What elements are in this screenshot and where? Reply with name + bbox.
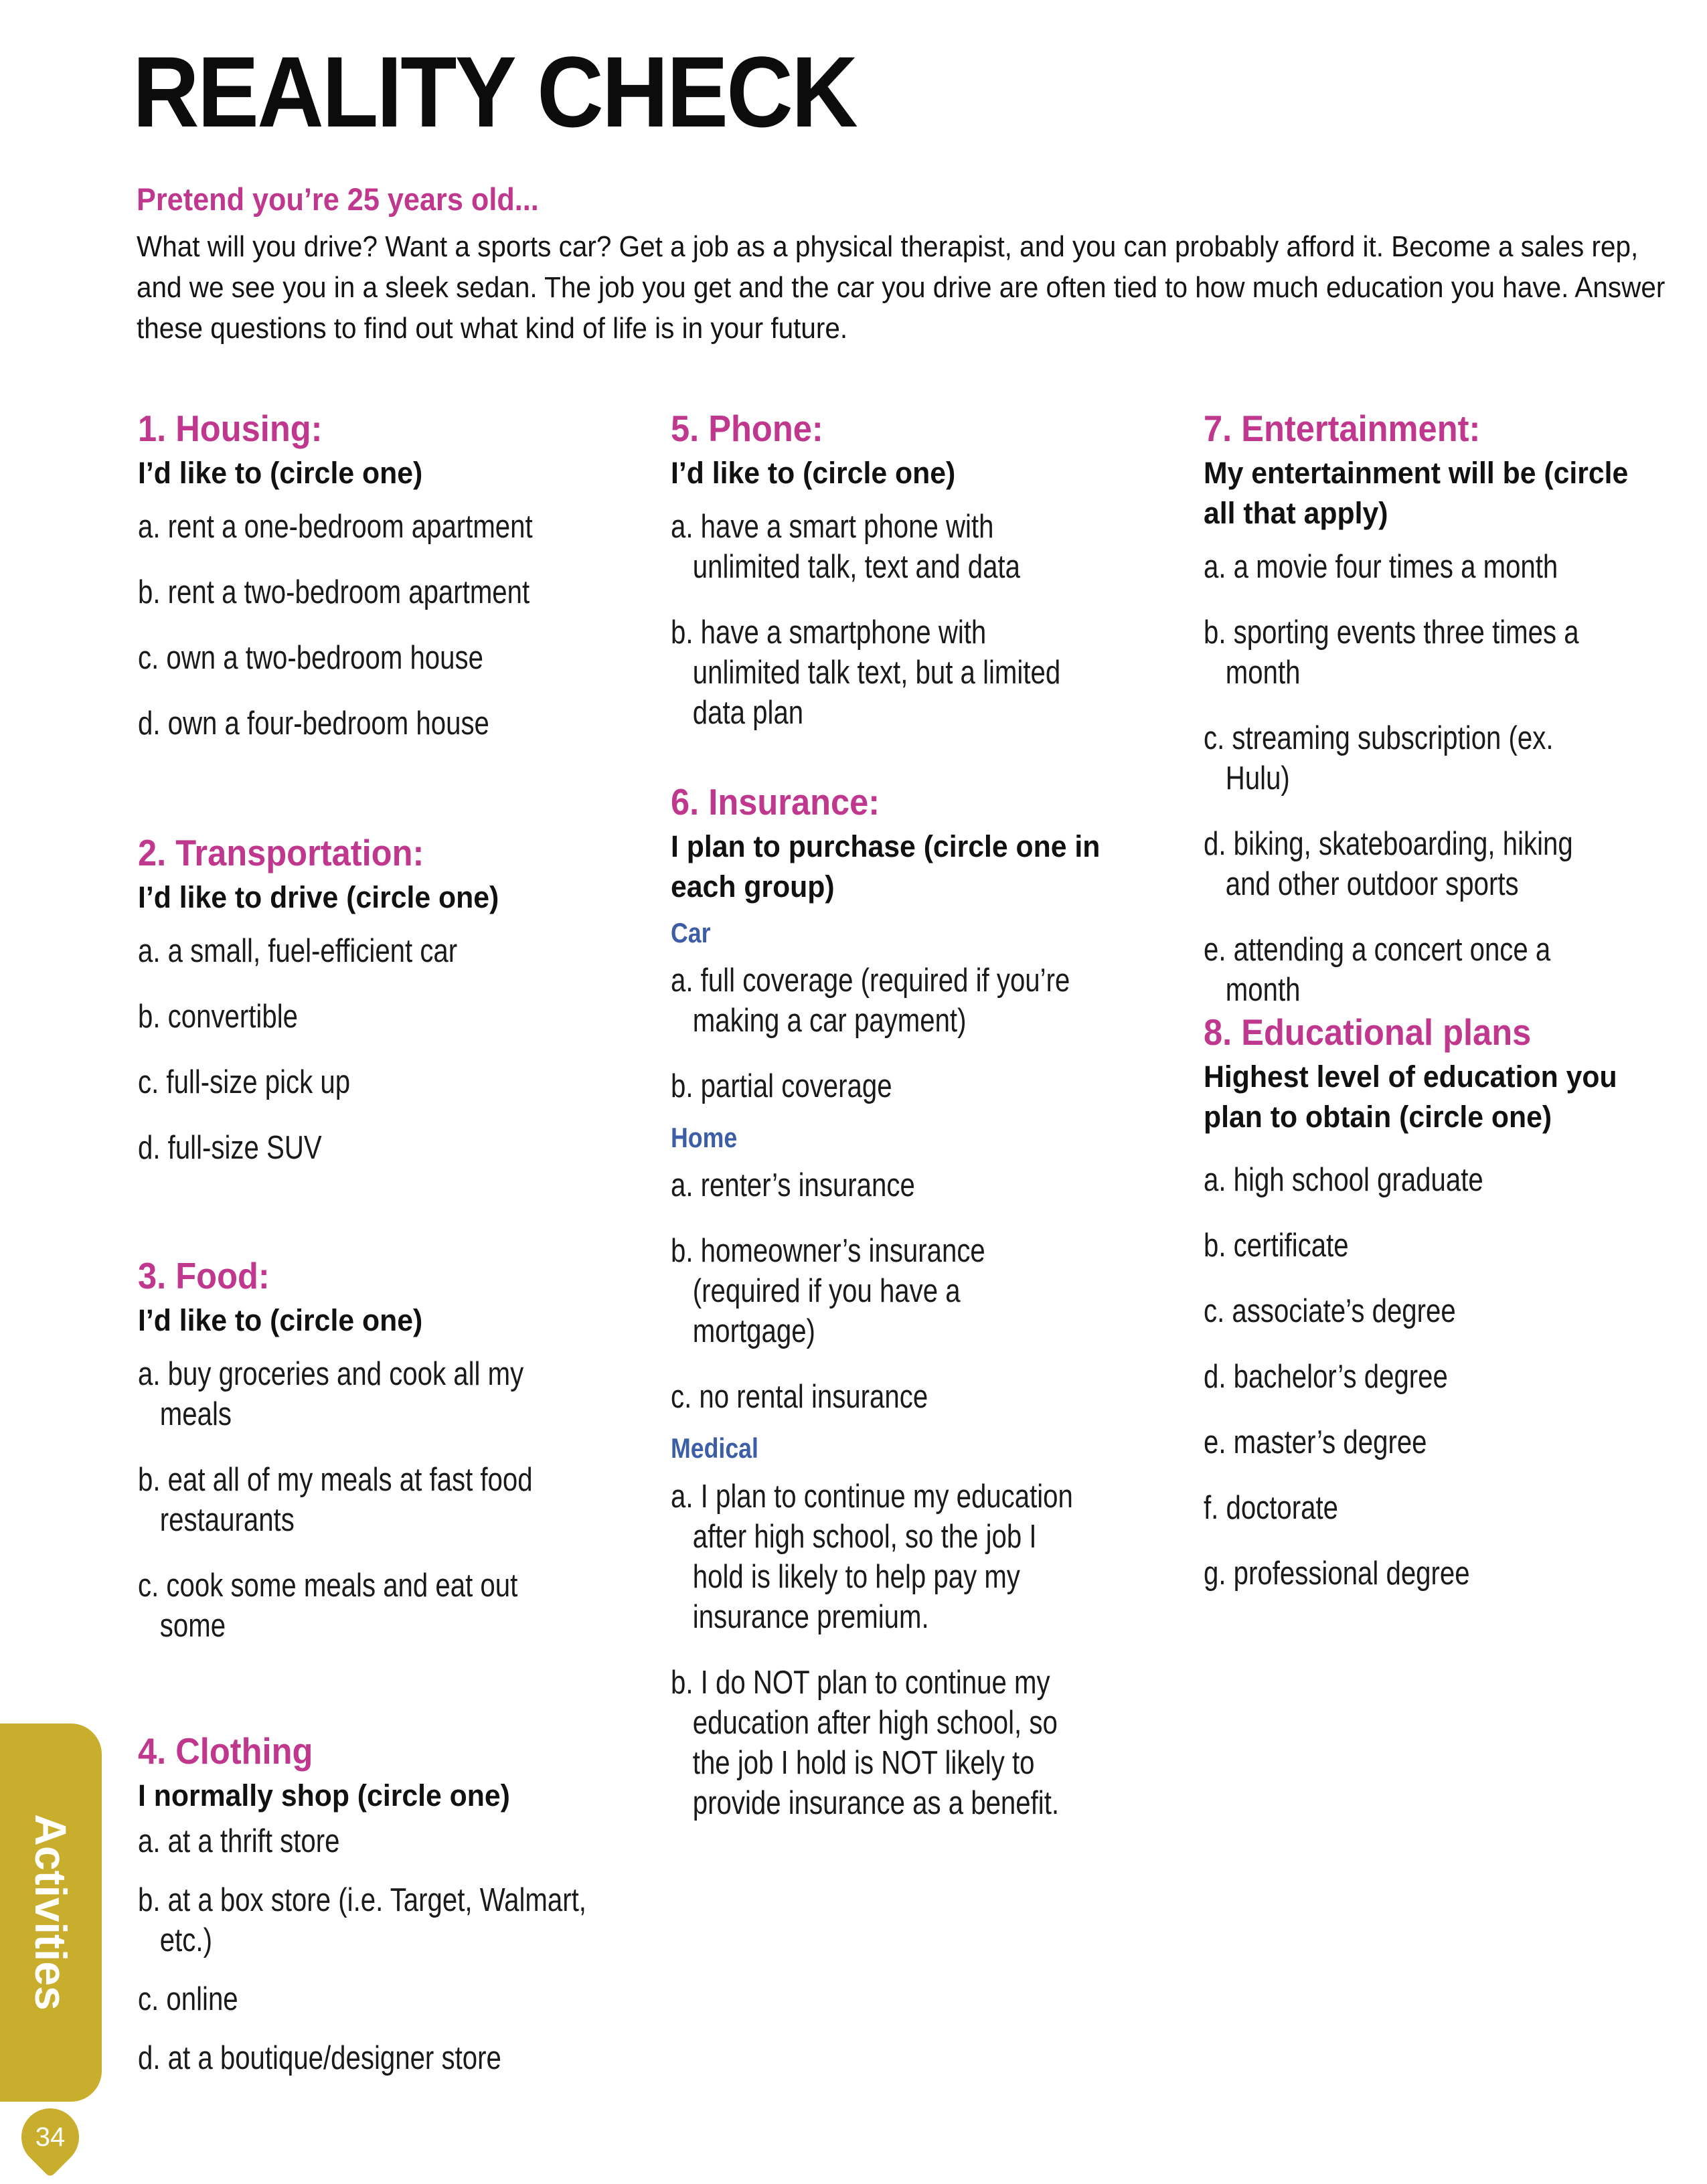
option-item[interactable]: d. full-size SUV — [138, 1129, 322, 1166]
insurance-group-label-car: Car — [671, 916, 711, 948]
section-housing — [138, 408, 653, 769]
option-item[interactable]: a. renter’s insurance — [671, 1167, 915, 1204]
page-title: REALITY CHECK — [133, 35, 856, 148]
option-item[interactable]: e. attending a concert once a month — [1204, 931, 1551, 1008]
section-prompt: I’d like to drive (circle one) — [138, 879, 499, 914]
option-item[interactable]: b. I do NOT plan to continue my education after high school, so the job I hold is NOT likely to provide insurance as a benefit. — [671, 1664, 1060, 1821]
section-prompt: I normally shop (circle one) — [138, 1778, 510, 1813]
option-item[interactable]: b. certificate — [1204, 1227, 1349, 1264]
option-item[interactable]: g. professional degree — [1204, 1555, 1470, 1592]
option-item[interactable]: c. own a two-bedroom house — [138, 639, 483, 676]
section-education — [1204, 1012, 1665, 1619]
option-list — [1204, 1160, 1665, 1594]
section-phone — [671, 408, 1180, 758]
section-prompt: Highest level of education you plan to obtain (circle one) — [1204, 1059, 1617, 1134]
option-item[interactable]: d. at a boutique/designer store — [138, 2039, 501, 2076]
page-number: 34 — [35, 2122, 66, 2152]
section-entertainment — [1204, 408, 1665, 1035]
section-clothing — [138, 1731, 714, 2104]
section-prompt: I’d like to (circle one) — [138, 455, 423, 490]
section-heading: 7. Entertainment: — [1204, 408, 1481, 449]
insurance-group-label-medical: Medical — [671, 1432, 758, 1464]
option-item[interactable]: b. homeowner’s insurance (required if you have a mortgage) — [671, 1233, 985, 1350]
option-item[interactable]: b. eat all of my meals at fast food restaurants — [138, 1461, 533, 1538]
section-heading: 1. Housing: — [138, 408, 323, 449]
section-insurance — [671, 782, 1180, 1849]
option-item[interactable]: d. biking, skateboarding, hiking and other outdoor sports — [1204, 825, 1573, 902]
intro-body: What will you drive? Want a sports car? Get a job as a physical therapist, and you can probably afford it. Become a sales rep, and we see you in a sleek sedan. The job you get and the car you drive are often tied to how much education you have. Answer these questions to find out what kind of life is in your future. — [137, 230, 1665, 345]
option-list — [138, 507, 653, 744]
section-prompt: I’d like to (circle one) — [671, 455, 956, 490]
option-list — [138, 1354, 620, 1646]
option-item[interactable]: a. I plan to continue my education after high school, so the job I hold is likely to help pay my insurance premium. — [671, 1478, 1073, 1635]
insurance-group-label-home: Home — [671, 1121, 738, 1153]
section-prompt: I plan to purchase (circle one in each group) — [671, 829, 1101, 904]
section-food — [138, 1256, 620, 1671]
option-item[interactable]: c. full-size pick up — [138, 1064, 351, 1100]
section-prompt: My entertainment will be (circle all that apply) — [1204, 455, 1629, 530]
option-item[interactable]: b. have a smartphone with unlimited talk text, but a limited data plan — [671, 614, 1061, 731]
option-item[interactable]: b. rent a two-bedroom apartment — [138, 574, 530, 610]
option-list — [138, 1821, 714, 2078]
option-item[interactable]: c. no rental insurance — [671, 1379, 928, 1416]
option-list — [671, 960, 1180, 1106]
option-item[interactable]: d. bachelor’s degree — [1204, 1358, 1448, 1395]
option-item[interactable]: b. partial coverage — [671, 1068, 892, 1104]
option-item[interactable]: a. a small, fuel-efficient car — [138, 932, 458, 969]
section-heading: 6. Insurance: — [671, 781, 880, 823]
option-item[interactable]: b. at a box store (i.e. Target, Walmart, etc.) — [138, 1881, 586, 1958]
section-prompt: I’d like to (circle one) — [138, 1303, 423, 1337]
section-heading: 3. Food: — [138, 1255, 270, 1296]
intro — [137, 181, 1676, 349]
option-item[interactable]: c. associate’s degree — [1204, 1292, 1456, 1329]
option-list — [671, 1165, 1180, 1417]
option-item[interactable]: a. full coverage (required if you’re making a car payment) — [671, 962, 1070, 1039]
option-item[interactable]: a. buy groceries and cook all my meals — [138, 1355, 524, 1432]
side-tab-label: Activities — [26, 1814, 76, 2011]
section-heading: 5. Phone: — [671, 408, 823, 449]
option-item[interactable]: a. have a smart phone with unlimited talk, text and data — [671, 508, 1020, 585]
section-heading: 2. Transportation: — [138, 832, 424, 873]
option-item[interactable]: a. at a thrift store — [138, 1823, 340, 1859]
option-list — [671, 1477, 1180, 1823]
option-item[interactable]: c. online — [138, 1981, 238, 2017]
side-tab — [0, 1724, 102, 2102]
option-item[interactable]: d. own a four-bedroom house — [138, 705, 489, 742]
option-item[interactable]: f. doctorate — [1204, 1489, 1339, 1526]
option-item[interactable]: a. high school graduate — [1204, 1161, 1483, 1198]
option-item[interactable]: a. a movie four times a month — [1204, 548, 1558, 585]
section-transportation — [138, 833, 653, 1193]
option-item[interactable]: e. master’s degree — [1204, 1424, 1427, 1460]
option-list — [671, 507, 1180, 733]
option-item[interactable]: c. cook some meals and eat out some — [138, 1567, 518, 1644]
option-item[interactable]: a. rent a one-bedroom apartment — [138, 508, 533, 545]
intro-lead: Pretend you’re 25 years old... — [137, 181, 539, 217]
section-heading: 8. Educational plans — [1204, 1011, 1532, 1053]
option-item[interactable]: c. streaming subscription (ex. Hulu) — [1204, 720, 1554, 796]
option-list — [1204, 547, 1665, 1010]
option-item[interactable]: b. convertible — [138, 998, 298, 1035]
section-heading: 4. Clothing — [138, 1730, 313, 1772]
option-list — [138, 931, 653, 1168]
option-item[interactable]: b. sporting events three times a month — [1204, 614, 1579, 691]
